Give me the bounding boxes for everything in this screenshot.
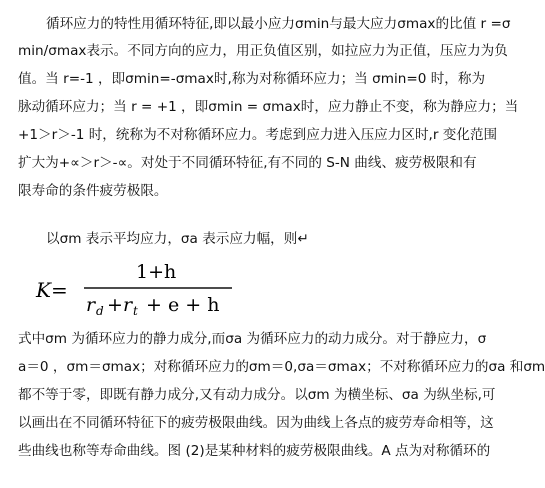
paragraph-line: 脉动循环应力；当 r = +1 ，即σmin = σmax时，应力静止不变，称为静应力；当 (18, 99, 519, 115)
paragraph-line: 以σm 表示平均应力，σa 表示应力幅，则↵ (46, 231, 309, 247)
den-r: r (86, 294, 96, 316)
den-plus: + (107, 294, 123, 316)
paragraph-line: 限寿命的条件疲劳极限。 (18, 183, 168, 199)
paragraph-line: min/σmax表示。不同方向的应力，用正负值区别，如拉应力为正值，压应力为负 (18, 43, 508, 59)
paragraph-line: a＝0 ，σm＝σmax；对称循环应力的σm＝0,σa＝σmax；不对称循环应力的σa 和σm (18, 359, 545, 375)
paragraph-line: 以画出在不同循环特征下的疲劳极限曲线。因为曲线上各点的疲劳寿命相等，这 (18, 415, 494, 431)
paragraph-line: +1＞r＞-1 时，统称为不对称循环应力。考虑到应力进入压应力区时,r 变化范围 (18, 127, 498, 143)
paragraph-line: 值。当 r=-1 ，即σmin=-σmax时,称为对称循环应力；当 σmin=0 时，称为 (18, 71, 486, 87)
formula-lhs: K= (36, 278, 68, 302)
paragraph-line: 些曲线也称等寿命曲线。图 (2)是某种材料的疲劳极限曲线。A 点为对称循环的 (18, 443, 491, 459)
paragraph-line: 式中σm 为循环应力的静力成分,而σa 为循环应力的动力成分。对于静应力，σ (18, 331, 487, 347)
formula-block (0, 259, 474, 319)
den-sub-d: d (96, 304, 104, 318)
formula-svg (0, 259, 474, 319)
den-r2: r (123, 294, 133, 316)
den-rest: + e + h (146, 294, 220, 316)
paragraph-line: 循环应力的特性用循环特征,即以最小应力σmin与最大应力σmax的比值 r =σ (46, 16, 511, 32)
paragraph-line: 扩大为+∝＞r＞-∝。对处于不同循环特征,有不同的 S-N 曲线、疲劳极限和有 (18, 155, 477, 171)
paragraph-line: 都不等于零，即既有静力成分,又有动力成分。以σm 为横坐标、σa 为纵坐标,可 (18, 387, 496, 403)
den-sub-t: t (133, 304, 138, 318)
formula-numerator: 1+h (136, 261, 177, 283)
